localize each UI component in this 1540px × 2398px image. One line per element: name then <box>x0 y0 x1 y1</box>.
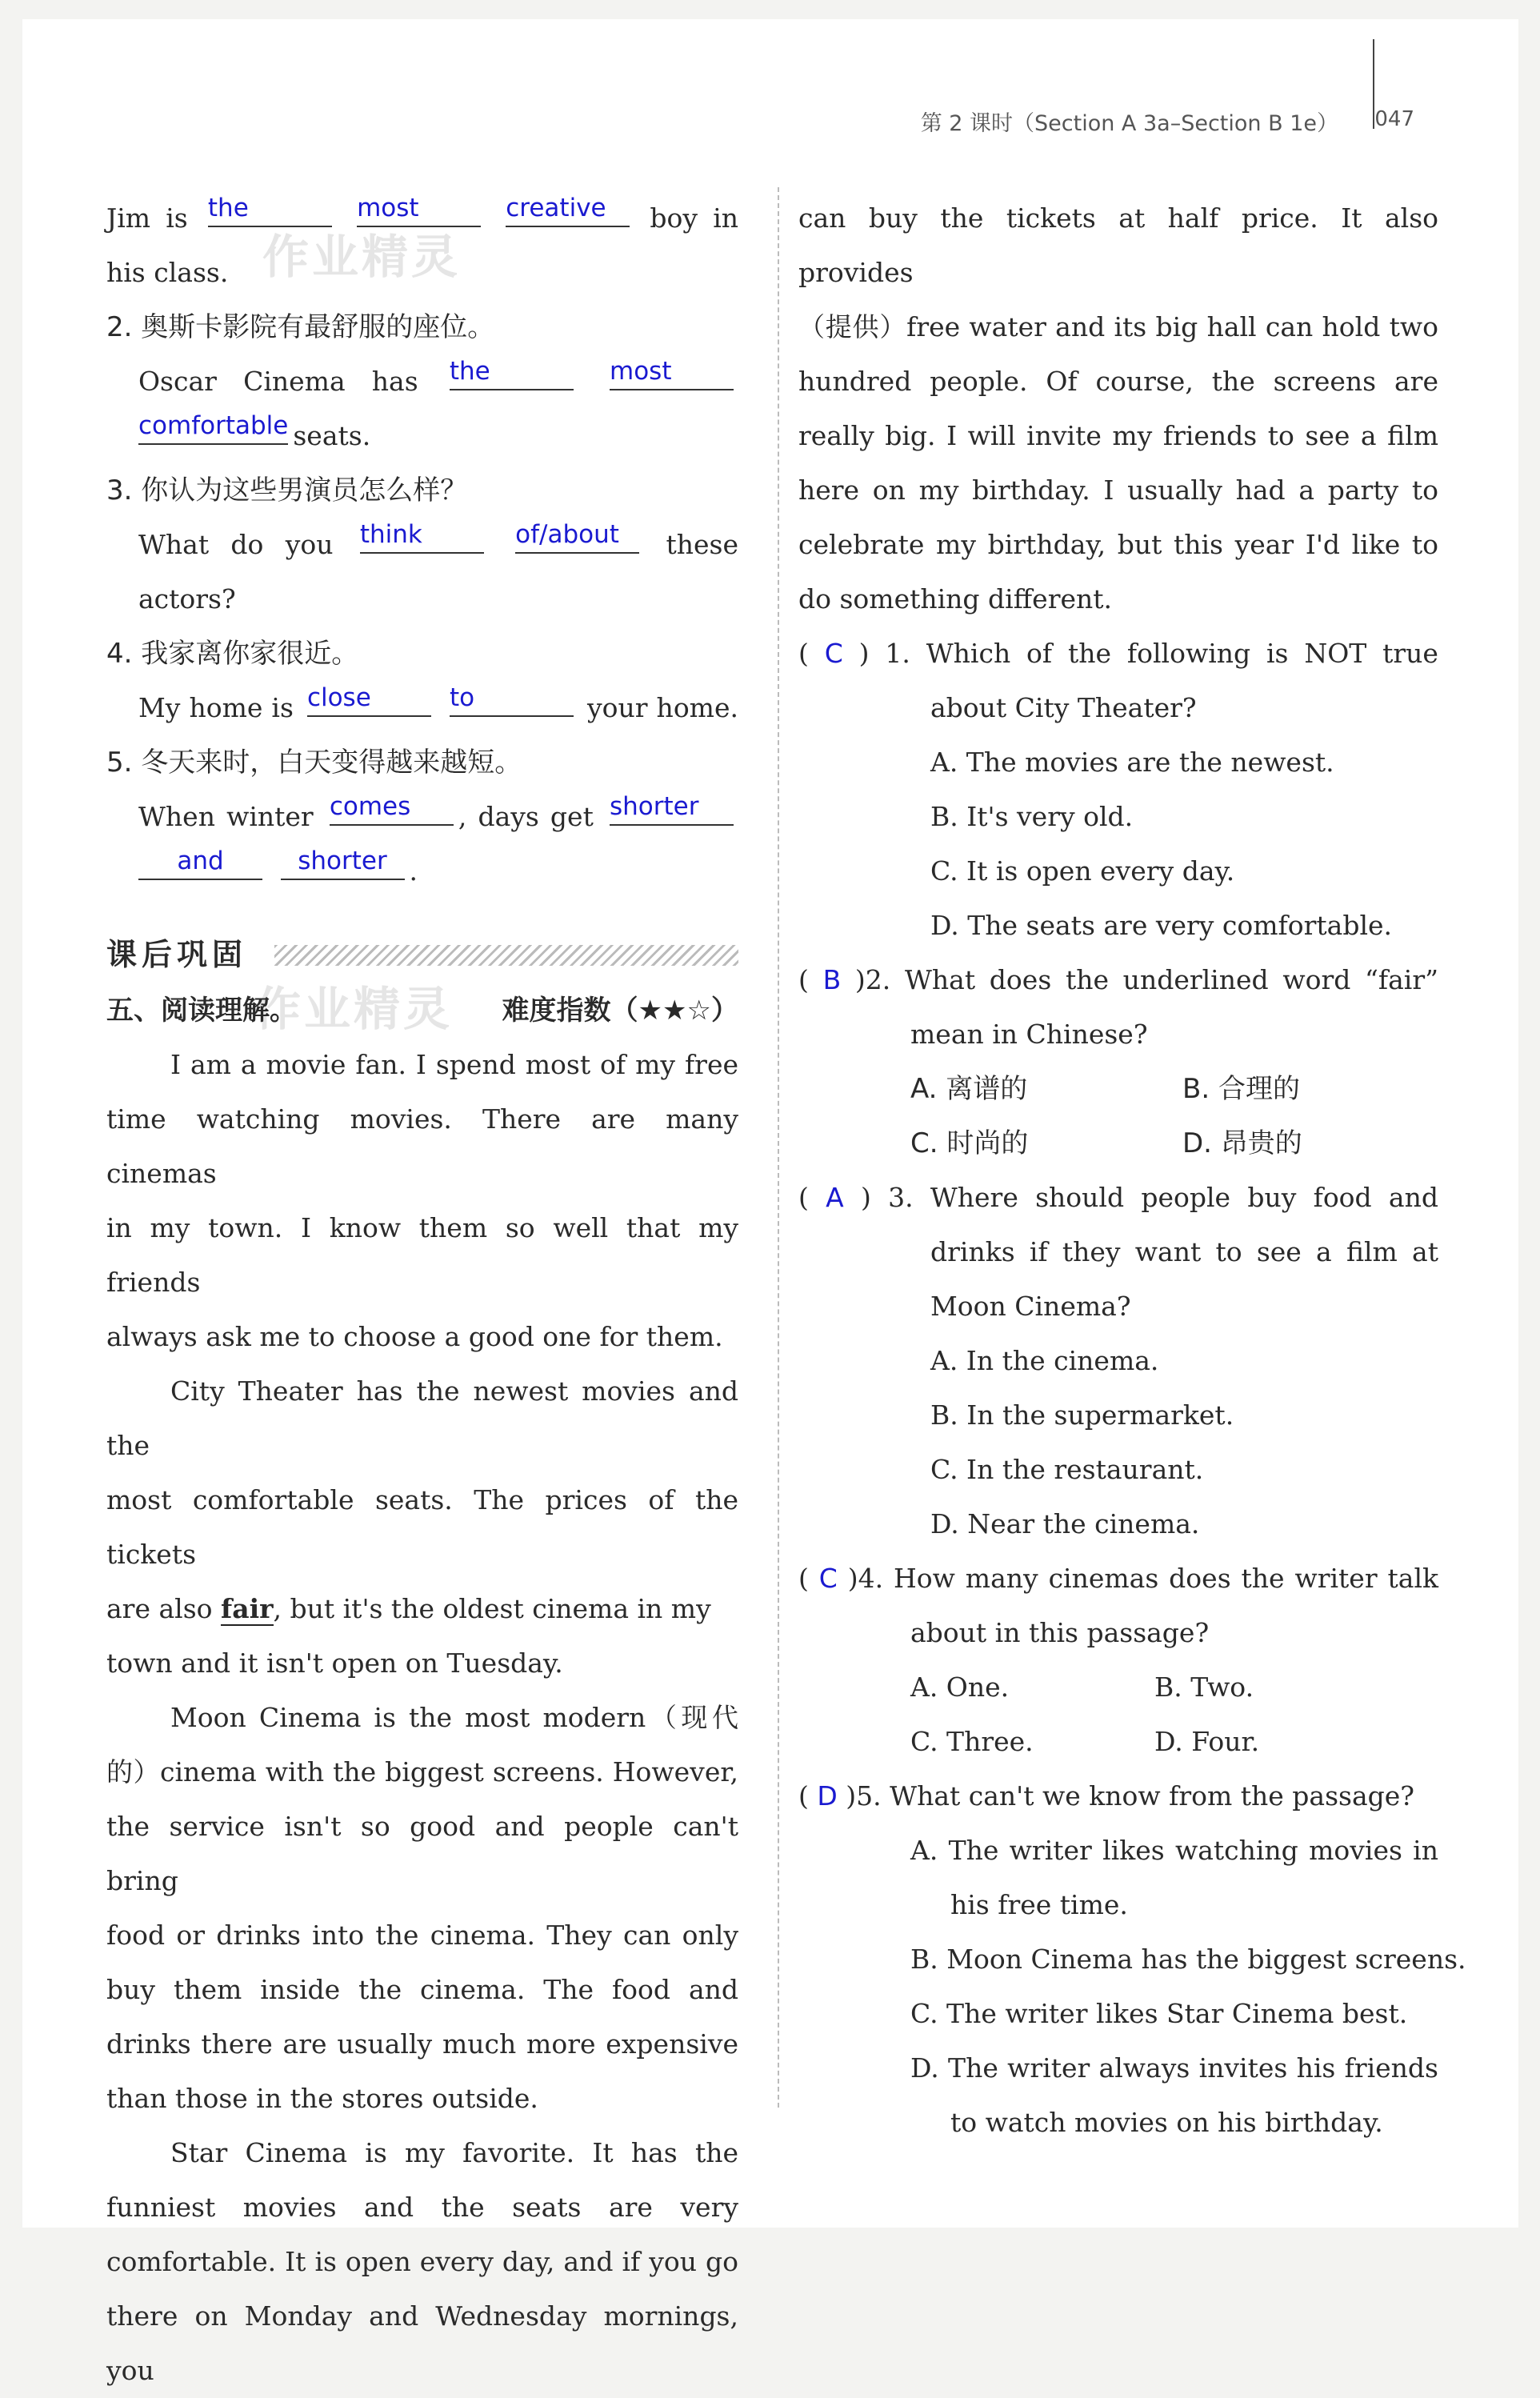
option-row <box>798 1062 1438 1116</box>
answer-blank[interactable]: of/about <box>515 517 639 554</box>
section-title: 课后巩固 <box>106 937 248 972</box>
question-2 <box>798 953 1438 1007</box>
question-4 <box>798 1551 1438 1606</box>
q4-line <box>106 681 738 735</box>
question-5 <box>798 1769 1438 1824</box>
question-text: Which of the following is NOT true <box>926 638 1438 669</box>
q2-line2 <box>106 409 738 463</box>
answer-bracket[interactable]: ( B ) <box>798 964 866 995</box>
passage-line: 的）cinema with the biggest screens. However, <box>106 1756 738 1787</box>
passage-line: food or drinks into the cinema. They can only <box>106 1920 738 1951</box>
passage-line: always ask me to choose a good one for them. <box>106 1321 723 1352</box>
option[interactable]: A. In the cinema. <box>930 1345 1159 1376</box>
passage-line: （提供）free water and its big hall can hold two <box>798 311 1438 342</box>
answer-blank[interactable]: most <box>610 354 734 390</box>
option[interactable]: D. The seats are very comfortable. <box>930 910 1393 941</box>
option-row <box>798 1715 1438 1769</box>
reading-heading <box>106 983 738 1038</box>
passage-line: celebrate my birthday, but this year I'd like to <box>798 529 1438 560</box>
option[interactable]: B. In the supermarket. <box>930 1399 1234 1431</box>
section-heading <box>106 927 738 983</box>
page-number: 047 <box>1374 107 1414 131</box>
answer-blank[interactable]: to <box>450 680 574 717</box>
question-1 <box>798 627 1438 681</box>
option-cont: his free time. <box>950 1889 1128 1920</box>
question-number: 2. <box>865 964 891 995</box>
right-column <box>798 191 1466 2150</box>
question-answer: C <box>818 1563 838 1594</box>
passage-line: can buy the tickets at half price. It also provides <box>798 202 1438 288</box>
question-text-cont: mean in Chinese? <box>910 1019 1148 1050</box>
option[interactable]: A. One. <box>910 1671 1010 1703</box>
q4-text: your home. <box>587 692 738 723</box>
option-row <box>798 1660 1438 1715</box>
column-divider <box>778 187 779 2108</box>
option[interactable]: C. It is open every day. <box>930 855 1235 887</box>
question-answer: A <box>826 1182 844 1213</box>
question-text: How many cinemas does the writer talk <box>894 1563 1438 1594</box>
page <box>22 19 1518 2386</box>
option-row <box>798 1116 1438 1171</box>
answer-blank[interactable]: comes <box>330 789 454 826</box>
passage-line: than those in the stores outside. <box>106 2083 538 2114</box>
q4-chinese: 4. 我家离你家很近。 <box>106 638 359 670</box>
passage-line: Moon Cinema is the most modern（现代 <box>170 1702 738 1733</box>
passage-line: time watching movies. There are many cinemas <box>106 1103 738 1189</box>
passage-line: Star Cinema is my favorite. It has the <box>170 2137 738 2168</box>
q2-text: Oscar Cinema has <box>138 366 418 397</box>
passage-line: hundred people. Of course, the screens are <box>798 366 1438 397</box>
option[interactable]: A. The movies are the newest. <box>930 747 1334 778</box>
q2-line <box>106 354 738 409</box>
question-number: 3. <box>888 1182 914 1213</box>
q5-line2 <box>106 844 738 899</box>
page-header <box>22 99 1470 139</box>
question-answer: D <box>817 1780 838 1812</box>
reading-passage <box>106 1038 738 2398</box>
q3-text: What do you <box>138 529 334 560</box>
option[interactable]: B. 合理的 <box>1182 1073 1300 1105</box>
passage-line: the service isn't so good and people can't bring <box>106 1811 738 1896</box>
option[interactable]: B. Moon Cinema has the biggest screens. <box>910 1944 1466 1975</box>
answer-blank[interactable]: the <box>208 190 332 227</box>
answer-bracket[interactable]: ( C ) <box>798 1563 858 1594</box>
option[interactable]: B. It's very old. <box>930 801 1134 832</box>
watermark: 作业精灵 <box>262 230 462 284</box>
passage-line: City Theater has the newest movies and the <box>106 1375 738 1461</box>
lesson-title: 第 2 课时（Section A 3a–Section B 1e） <box>920 111 1338 136</box>
passage-line: here on my birthday. I usually had a party to <box>798 474 1438 506</box>
q2-chinese: 2. 奥斯卡影院有最舒服的座位。 <box>106 311 495 343</box>
difficulty-rating: 难度指数（★★☆） <box>502 995 738 1027</box>
question-text-cont: Moon Cinema? <box>930 1291 1131 1322</box>
question-text-cont: drinks if they want to see a film at <box>930 1236 1438 1267</box>
answer-blank[interactable]: think <box>360 517 484 554</box>
answer-blank[interactable]: comfortable <box>138 408 288 445</box>
option[interactable]: C. 时尚的 <box>910 1127 1029 1159</box>
option[interactable]: C. Three. <box>910 1726 1034 1757</box>
q1-line2: his class. <box>106 257 229 288</box>
q3-line2: actors? <box>138 583 236 615</box>
option[interactable]: D. Four. <box>1154 1726 1260 1757</box>
answer-blank[interactable]: and <box>138 843 262 880</box>
left-column <box>106 191 738 2398</box>
option[interactable]: B. Two. <box>1154 1671 1254 1703</box>
question-answer: C <box>824 638 843 669</box>
q5-text: . <box>409 855 418 887</box>
question-text: Where should people buy food and <box>930 1182 1438 1213</box>
question-text-cont: about in this passage? <box>910 1617 1210 1648</box>
passage-line: in my town. I know them so well that my friends <box>106 1212 738 1298</box>
option[interactable]: D. The writer always invites his friends <box>910 2052 1438 2084</box>
question-text-cont: about City Theater? <box>930 692 1197 723</box>
q3-text: these <box>666 529 738 560</box>
passage-line: most comfortable seats. The prices of the tickets <box>106 1484 738 1570</box>
passage-line: comfortable. It is open every day, and if you go <box>106 2246 738 2277</box>
q3-line <box>106 518 738 572</box>
answer-bracket[interactable]: ( A ) <box>798 1182 871 1213</box>
q5-chinese: 5. 冬天来时，白天变得越来越短。 <box>106 747 522 779</box>
question-text: What can't we know from the passage? <box>890 1780 1414 1812</box>
q5-text: When winter <box>138 801 314 832</box>
answer-blank[interactable]: the <box>450 354 574 390</box>
question-text: What does the underlined word “fair” <box>905 964 1438 995</box>
underlined-word-fair: fair <box>221 1593 274 1624</box>
answer-bracket[interactable]: ( C ) <box>798 638 870 669</box>
answer-blank[interactable]: most <box>357 190 481 227</box>
passage-text: are also <box>106 1593 213 1624</box>
passage-line: I am a movie fan. I spend most of my free <box>170 1049 738 1080</box>
option[interactable]: A. The writer likes watching movies in <box>910 1835 1438 1866</box>
option[interactable]: D. 昂贵的 <box>1182 1127 1302 1159</box>
option[interactable]: A. 离谱的 <box>910 1073 1028 1105</box>
q1-line <box>106 191 738 246</box>
question-answer: B <box>822 964 842 995</box>
q4-text: My home is <box>138 692 294 723</box>
option[interactable]: D. Near the cinema. <box>930 1508 1200 1539</box>
option[interactable]: C. The writer likes Star Cinema best. <box>910 1998 1408 2029</box>
q2-text: seats. <box>293 420 371 451</box>
answer-blank[interactable]: creative <box>506 190 630 227</box>
q1-text: boy in <box>650 202 739 234</box>
option-cont: to watch movies on his birthday. <box>950 2107 1383 2138</box>
answer-blank[interactable]: close <box>307 680 431 717</box>
question-3 <box>798 1171 1438 1225</box>
answer-blank[interactable]: shorter <box>610 789 734 826</box>
reading-subtitle: 五、阅读理解。 <box>106 995 297 1027</box>
question-number: 4. <box>858 1563 884 1594</box>
q1-text: Jim is <box>106 202 188 234</box>
question-number: 1. <box>885 638 910 669</box>
passage-line <box>106 1582 738 1636</box>
passage-line: there on Monday and Wednesday mornings, you <box>106 2300 738 2386</box>
q5-text: , days get <box>458 801 594 832</box>
watermark: 作业精灵 <box>254 982 454 1036</box>
passage-line: really big. I will invite my friends to see a film <box>798 420 1438 451</box>
answer-blank[interactable]: shorter <box>281 843 405 880</box>
passage-text: , but it's the oldest cinema in my <box>273 1593 711 1624</box>
passage-line: drinks there are usually much more expensive <box>106 2028 738 2060</box>
section-hatch-decoration <box>274 945 738 966</box>
passage-line: town and it isn't open on Tuesday. <box>106 1647 563 1679</box>
question-number: 5. <box>856 1780 882 1812</box>
passage-line: funniest movies and the seats are very <box>106 2192 738 2223</box>
q3-chinese: 3. 你认为这些男演员怎么样？ <box>106 474 468 506</box>
option[interactable]: C. In the restaurant. <box>930 1454 1204 1485</box>
answer-bracket[interactable]: ( D ) <box>798 1780 857 1812</box>
q5-line <box>106 790 738 844</box>
passage-line: buy them inside the cinema. The food and <box>106 1974 738 2005</box>
passage-line: do something different. <box>798 583 1113 615</box>
